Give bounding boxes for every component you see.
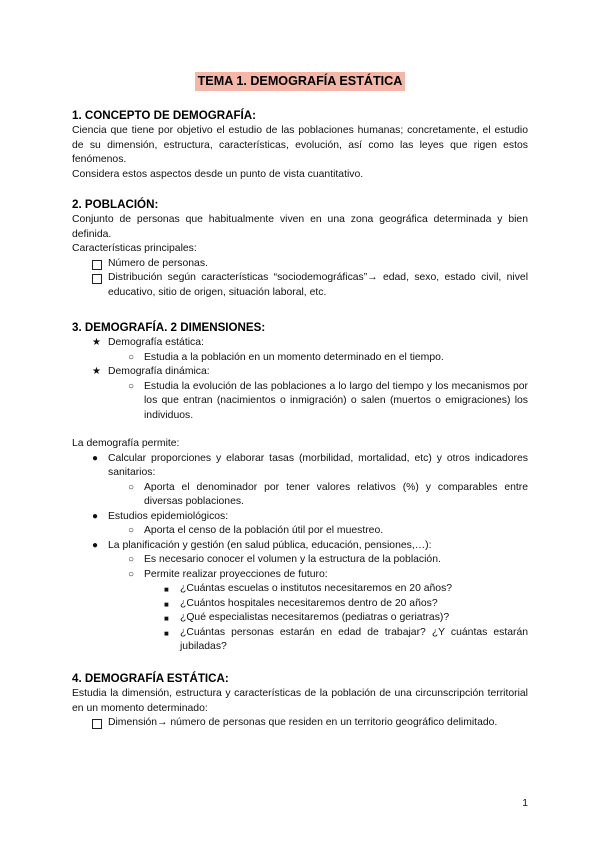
bullet-icon: ● xyxy=(92,452,99,464)
checkbox-item xyxy=(72,271,528,300)
checkbox-icon xyxy=(92,719,102,729)
section-dimensiones xyxy=(72,320,528,655)
list-item: ● Calcular proporciones y elaborar tasas (morbilidad, mortalidad, etc) y otros indicadores sanitarios: xyxy=(92,452,528,478)
section-concepto xyxy=(72,108,528,182)
section-heading: 1. CONCEPTO DE DEMOGRAFÍA: xyxy=(72,109,257,122)
paragraph: La demografía permite: xyxy=(72,438,180,449)
list-item: ● Estudios epidemiológicos: xyxy=(72,510,528,525)
square-bullet-icon: ■ xyxy=(164,599,169,609)
star-icon: ★ xyxy=(92,366,101,377)
list-item: ● La planificación y gestión (en salud pública, educación, pensiones,…): xyxy=(72,539,528,554)
list-item: ○ Permite realizar proyecciones de futuro: xyxy=(72,568,528,583)
circle-bullet-icon: ○ xyxy=(128,568,135,580)
checkbox-item xyxy=(72,257,528,272)
paragraph: Conjunto de personas que habitualmente viven en una zona geográfica determinada y bien definida. xyxy=(72,214,528,240)
list-item: ○ Estudia la evolución de las poblaciones a lo largo del tiempo y los mecanismos por los que entran (nacimientos o inmigración) o salen (muertos o emigraciones) los individuos. xyxy=(128,380,528,421)
paragraph: Estudia la dimensión, estructura y características de la población de una circunscripción territorial en un momento determinado: xyxy=(72,688,528,714)
checkbox-icon xyxy=(92,260,102,270)
list-item: ■ ¿Cuántas personas estarán en edad de trabajar? ¿Y cuántas estarán jubiladas? xyxy=(164,626,528,652)
list-item: ○ Es necesario conocer el volumen y la estructura de la población. xyxy=(72,553,528,568)
list-item: ○ Aporta el censo de la población útil por el muestreo. xyxy=(72,524,528,539)
square-bullet-icon: ■ xyxy=(164,628,169,638)
paragraph: Características principales: xyxy=(72,243,197,254)
circle-bullet-icon: ○ xyxy=(128,351,135,363)
bullet-icon: ● xyxy=(92,510,99,522)
item-text: Número de personas. xyxy=(108,257,208,269)
item-text: Distribución según características “sociodemográficas”→ edad, sexo, estado civil, nivel educativo, sitio de origen, situación laboral, etc. xyxy=(108,272,528,298)
section-poblacion xyxy=(72,197,528,300)
square-bullet-icon: ■ xyxy=(164,614,169,623)
list-item: ■ ¿Qué especialistas necesitaremos (pediatras o geriatras)? xyxy=(72,611,528,626)
section-heading: 4. DEMOGRAFÍA ESTÁTICA: xyxy=(72,672,229,685)
star-icon: ★ xyxy=(92,337,101,348)
paragraph: Considera estos aspectos desde un punto de vista cuantitativo. xyxy=(72,168,364,180)
square-bullet-icon: ■ xyxy=(164,585,169,594)
circle-bullet-icon: ○ xyxy=(128,380,135,392)
circle-bullet-icon: ○ xyxy=(128,525,135,536)
checkbox-icon xyxy=(92,274,102,284)
list-item: ○ Estudia a la población en un momento determinado en el tiempo. xyxy=(72,351,528,366)
bullet-icon: ● xyxy=(92,539,99,551)
checkbox-item: Dimensión→ número de personas que residen en un territorio geográfico delimitado. xyxy=(72,716,528,731)
list-item: ■ ¿Cuántas escuelas o institutos necesitaremos en 20 años? xyxy=(72,582,528,597)
paragraph: Ciencia que tiene por objetivo el estudio de las poblaciones humanas; concretamente, el estudio de su dimensión, estructura, características, evolución, así como las leyes que rigen estos fenómenos. xyxy=(72,125,528,165)
page-number: 1 xyxy=(522,798,528,809)
section-heading: 3. DEMOGRAFÍA. 2 DIMENSIONES: xyxy=(72,321,266,334)
document-title: TEMA 1. DEMOGRAFÍA ESTÁTICA xyxy=(195,72,406,91)
section-heading: 2. POBLACIÓN: xyxy=(72,198,159,211)
list-item: ★ Demografía estática: xyxy=(72,336,528,351)
circle-bullet-icon: ○ xyxy=(128,554,135,565)
list-item: ★ Demografía dinámica: xyxy=(72,365,528,380)
circle-bullet-icon: ○ xyxy=(128,481,135,493)
section-demografia-estatica xyxy=(72,671,528,731)
list-item: ■ ¿Cuántos hospitales necesitaremos dentro de 20 años? xyxy=(72,597,528,612)
list-item: ○ Aporta el denominador por tener valores relativos (%) y comparables entre diversas poblaciones. xyxy=(128,481,528,507)
